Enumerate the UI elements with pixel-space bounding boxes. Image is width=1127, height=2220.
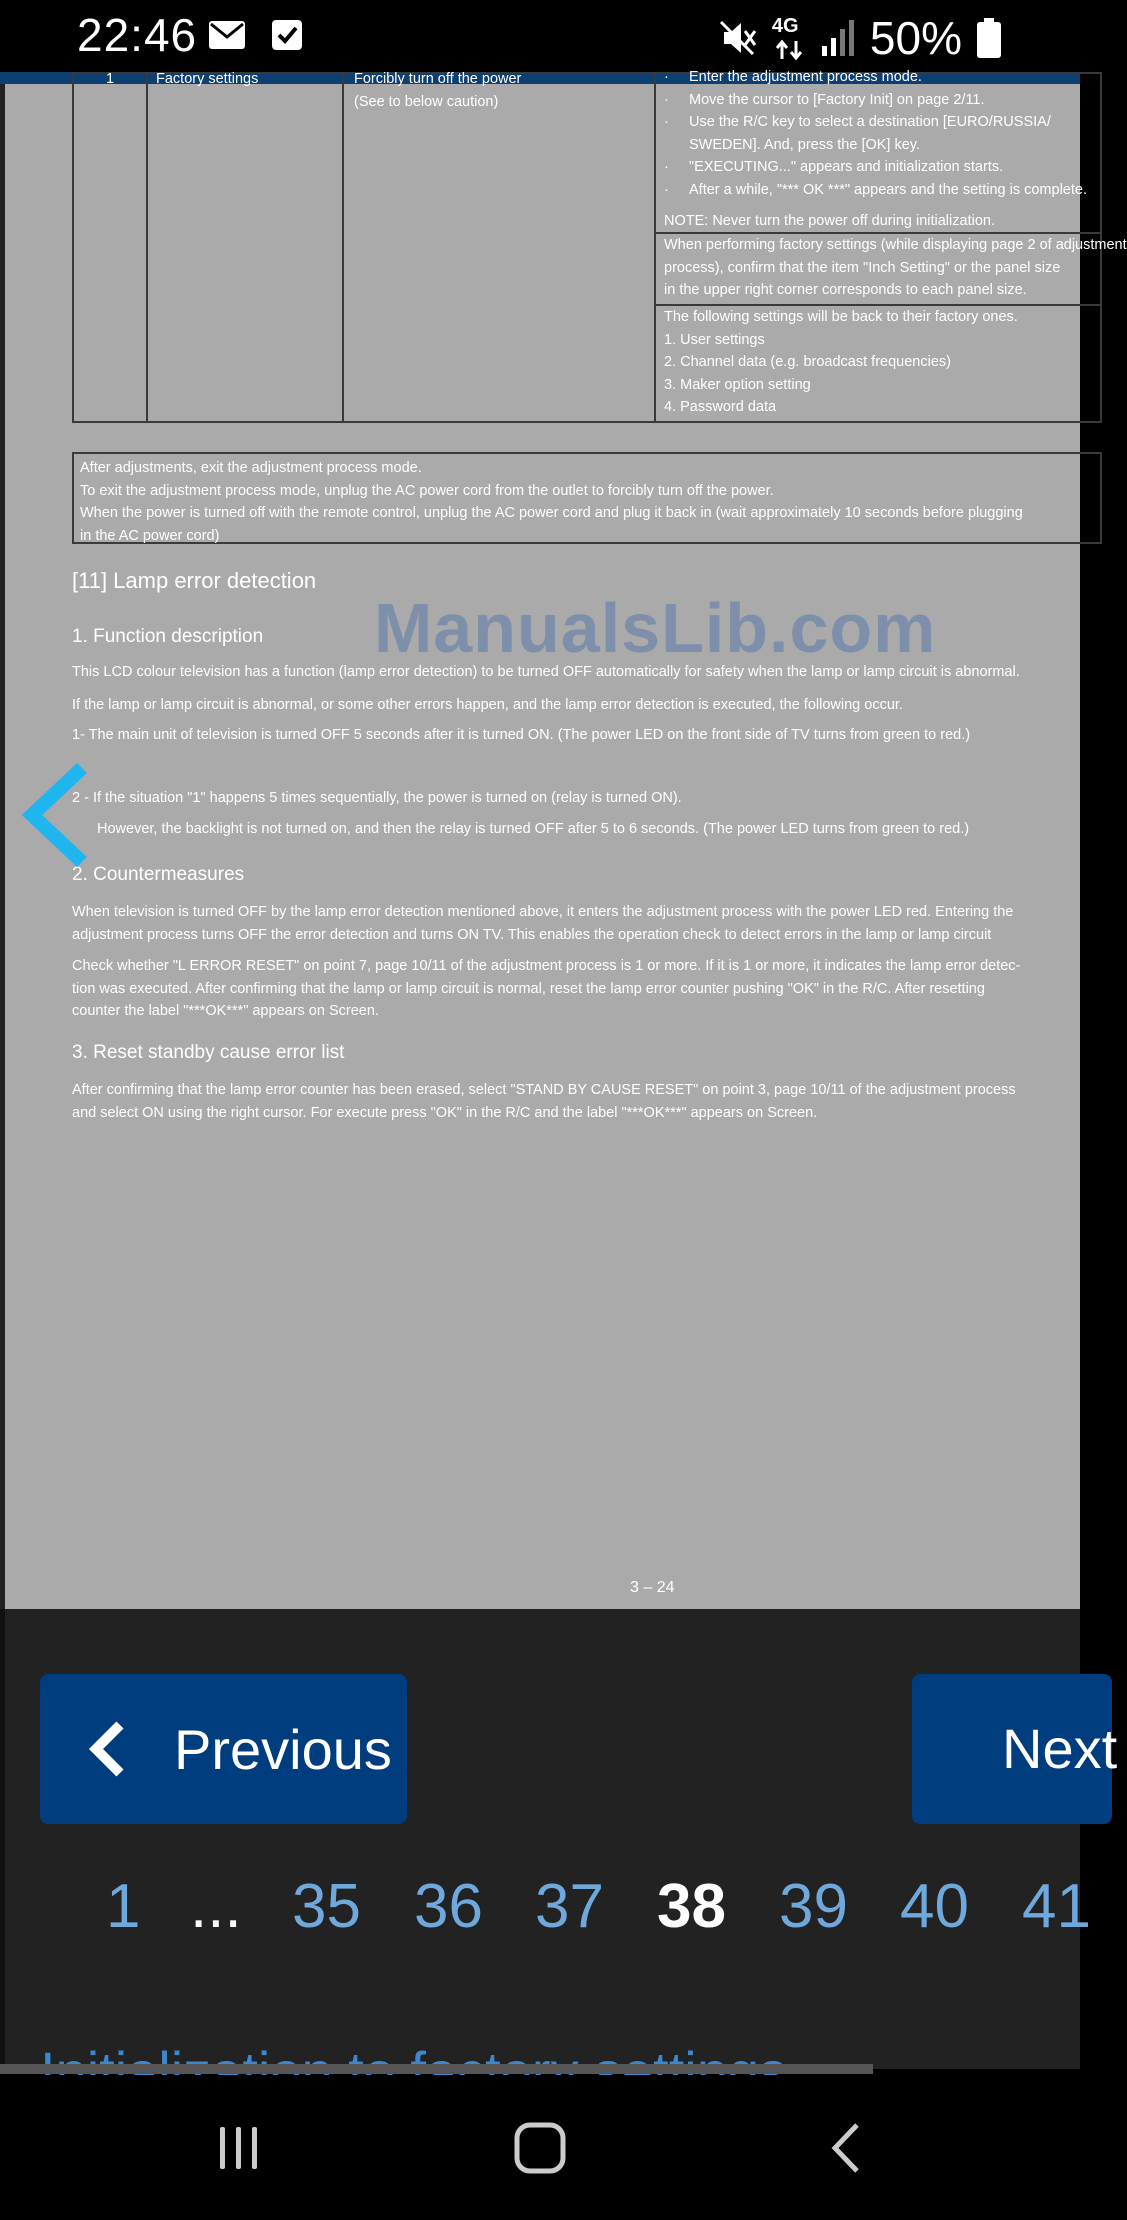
note-line: When the power is turned off with the remote control, unplug the AC power cord and plug it back in (wait approximately 10 seconds before plugging (80, 505, 1023, 521)
page-link[interactable]: 39 (779, 1872, 848, 1941)
inch-setting-note (664, 234, 1127, 302)
back-button[interactable] (800, 2105, 890, 2190)
paragraph-line: adjustment process turns OFF the error detection and turns ON TV. This enables the operation check to detect errors in the lamp or lamp circuit (72, 926, 992, 943)
paragraph-line: counter the label "***OK***" appears on Screen. (72, 1003, 379, 1019)
system-nav-bar (0, 2075, 1080, 2220)
note-line: After adjustments, exit the adjustment process mode. (80, 460, 422, 476)
init-note: NOTE: Never turn the power off during initialization. (664, 213, 995, 229)
list-item: The following settings will be back to their factory ones. (664, 309, 1018, 325)
document-viewer[interactable] (0, 69, 1127, 1609)
note-line: To exit the adjustment process mode, unplug the AC power cord from the outlet to forcibly turn off the power. (80, 482, 774, 499)
recent-apps-button[interactable] (194, 2105, 284, 2190)
previous-button[interactable] (40, 1674, 407, 1824)
page-link[interactable]: 41 (1022, 1872, 1091, 1941)
paragraph-line: tion was executed. After confirming that the lamp or lamp circuit is normal, reset the lamp error counter pushing "OK" in the R/C. After resetting (72, 980, 985, 997)
page-link[interactable]: 37 (535, 1872, 604, 1941)
subsection-title: 3. Reset standby cause error list (72, 1042, 345, 1063)
inch-note-line: in the upper right corner corresponds to each panel size. (664, 282, 1027, 298)
reset-settings-list (664, 306, 1124, 419)
paragraph-line: When television is turned OFF by the lamp error detection mentioned above, it enters the adjustment process with the power LED red. Entering the (72, 904, 1014, 920)
email-icon (208, 18, 246, 52)
list-item: 2. Channel data (e.g. broadcast frequencies) (664, 354, 951, 370)
previous-button-label: Previous (174, 1717, 392, 1781)
next-button[interactable] (912, 1674, 1118, 1824)
page-link[interactable]: 35 (292, 1872, 361, 1941)
horizontal-scrollbar[interactable] (0, 2064, 873, 2074)
list-item: 3. Maker option setting (664, 376, 811, 393)
page-number: 3 – 24 (630, 1579, 675, 1596)
paragraph-line: After confirming that the lamp error counter has been erased, select "STAND BY CAUSE RESET" on point 3, page 10/11 of the adjustment process (72, 1082, 1016, 1098)
chevron-left-icon (80, 1719, 140, 1779)
note-line: in the AC power cord) (80, 527, 220, 544)
table-divider (654, 74, 656, 421)
step-item: · After a while, "*** OK ***" appears and the setting is complete. (664, 179, 1124, 202)
watermark: ManualsLib.com (374, 589, 937, 667)
status-right (718, 8, 1002, 68)
table-divider (342, 74, 344, 421)
table-divider (146, 74, 148, 421)
step-item: · "EXECUTING..." appears and initialization starts. (664, 156, 1124, 179)
status-bar (0, 0, 1080, 72)
page-link[interactable]: 36 (414, 1872, 483, 1941)
factory-settings-table (72, 69, 1127, 423)
previous-page-chevron-icon[interactable] (20, 760, 90, 870)
inch-note-line: process), confirm that the item "Inch Setting" or the panel size (664, 259, 1061, 276)
viewer-left-border (0, 84, 5, 1609)
list-item: 4. Password data (664, 399, 777, 415)
section-title: [11] Lamp error detection (72, 568, 317, 593)
page-link[interactable]: 1 (106, 1872, 141, 1941)
recent-apps-icon (214, 2123, 264, 2173)
paragraph (72, 1079, 1072, 1124)
after-adjustment-note (72, 452, 1102, 544)
network-type-label: 4G (771, 15, 799, 37)
page-ellipsis: ... (190, 1872, 242, 1941)
inch-note-line: When performing factory settings (while displaying page 2 of adjustment (664, 237, 1127, 253)
table-cell-item: Factory settings (156, 71, 259, 87)
home-icon (513, 2121, 567, 2175)
paragraph (72, 955, 1072, 1023)
table-cell-method: Forcibly turn off the power (354, 71, 522, 87)
paragraph (72, 901, 1072, 946)
next-button-label: Next (1002, 1717, 1118, 1780)
page-links (0, 1871, 1091, 1951)
paragraph: 2 - If the situation "1" happens 5 times sequentially, the power is turned on (relay is turned ON). (72, 790, 682, 806)
subsection-title: 2. Countermeasures (72, 864, 245, 885)
panel-left-border (0, 1609, 5, 2069)
paragraph-line: Check whether "L ERROR RESET" on point 7, page 10/11 of the adjustment process is 1 or more. If it is 1 or more, it indicates the lamp error detec- (72, 958, 1021, 974)
pagination-panel (0, 1609, 1118, 2069)
procedure-steps (664, 66, 1124, 201)
step-item: · Use the R/C key to select a destination [EURO/RUSSIA/ (664, 111, 1124, 134)
paragraph-line: and select ON using the right cursor. For execute press "OK" in the R/C and the label "***OK***" appears on Screen. (72, 1104, 818, 1121)
list-item: 1. User settings (664, 331, 765, 348)
paragraph: This LCD colour television has a function (lamp error detection) to be turned OFF automatically for safety when the lamp or lamp circuit is abnormal. (72, 664, 1020, 680)
paragraph: If the lamp or lamp circuit is abnormal, or some other errors happen, and the lamp error detection is executed, the following occur. (72, 697, 903, 713)
current-page: 38 (657, 1872, 726, 1941)
paragraph: However, the backlight is not turned on, and then the relay is turned OFF after 5 to 6 seconds. (The power LED turns from green to red.) (97, 821, 970, 837)
battery-icon (976, 17, 1002, 59)
subsection-title: 1. Function description (72, 626, 264, 647)
signal-icon (820, 18, 856, 58)
home-button[interactable] (495, 2105, 585, 2190)
paragraph: 1- The main unit of television is turned OFF 5 seconds after it is turned ON. (The power LED on the front side of TV turns from green to red.) (72, 727, 971, 743)
mute-icon (718, 19, 758, 57)
status-time: 22:46 (77, 9, 198, 61)
step-item-continued: SWEDEN]. And, press the [OK] key. (689, 136, 921, 153)
battery-percentage: 50% (869, 12, 962, 64)
step-item: · Move the cursor to [Factory Init] on page 2/11. (664, 89, 1124, 112)
table-row-number: 1 (105, 71, 115, 87)
table-cell-caution: (See to below caution) (354, 94, 499, 110)
network-type-icon (772, 15, 806, 61)
task-check-icon (268, 18, 306, 52)
step-item: · Enter the adjustment process mode. (664, 66, 1124, 89)
page-link[interactable]: 40 (900, 1872, 969, 1941)
back-icon (825, 2121, 865, 2175)
